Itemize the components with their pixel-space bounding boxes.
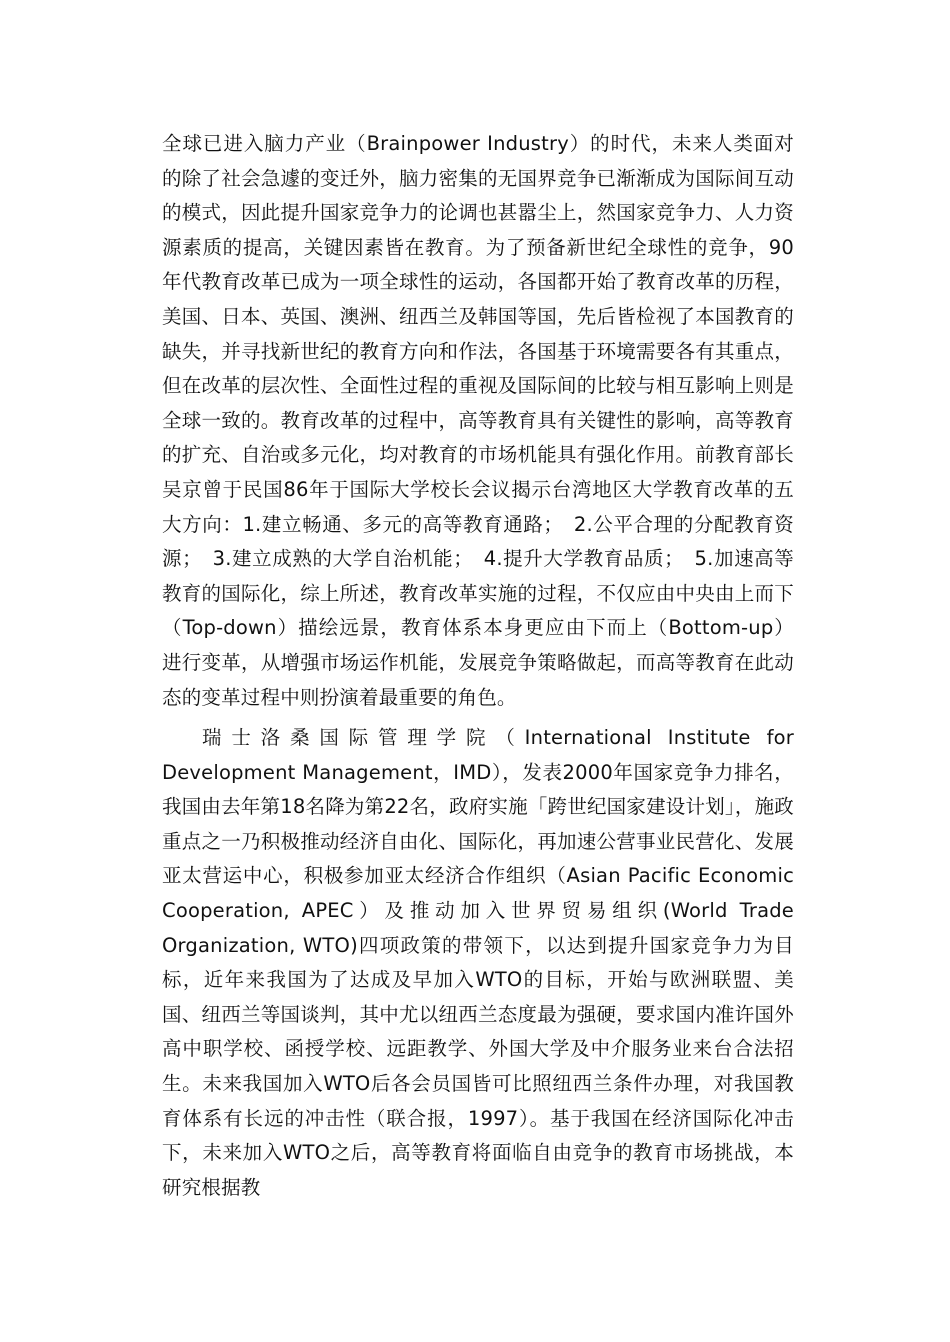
document-body xyxy=(162,127,794,1205)
paragraph-2: 瑞士洛桑国际管理学院（International Institute for Development Management，IMD），发表2000年国家竞争力排名，我国由去年第18名降为第22名，政府实施「跨世纪国家建设计划」，施政重点之一乃积极推动经济自由化、国际化，再加速公营事业民营化、发展亚太营运中心，积极参加亚太经济合作组织（Asian Pacific Economic Cooperation, APEC）及推动加入世界贸易组织(World Trade Organization, WTO)四项政策的带领下，以达到提升国家竞争力为目标，近年来我国为了达成及早加入WTO的目标，开始与欧洲联盟、美国、纽西兰等国谈判，其中尤以纽西兰态度最为强硬，要求国内准许国外高中职学校、函授学校、远距教学、外国大学及中介服务业来台合法招生。未来我国加入WTO后各会员国皆可比照纽西兰条件办理，对我国教育体系有长远的冲击性（联合报，1997）。基于我国在经济国际化冲击下，未来加入WTO之后，高等教育将面临自由竞争的教育市场挑战，本研究根据教 xyxy=(162,726,794,1199)
paragraph-1: 全球已进入脑力产业（Brainpower Industry）的时代，未来人类面对的除了社会急遽的变迁外，脑力密集的无国界竞争已渐渐成为国际间互动的模式，因此提升国家竞争力的论调也甚嚣尘上，然国家竞争力、人力资源素质的提高，关键因素皆在教育。为了预备新世纪全球性的竞争，90年代教育改革已成为一项全球性的运动，各国都开始了教育改革的历程，美国、日本、英国、澳洲、纽西兰及韩国等国，先后皆检视了本国教育的缺失，并寻找新世纪的教育方向和作法，各国基于环境需要各有其重点，但在改革的层次性、全面性过程的重视及国际间的比较与相互影响上则是全球一致的。教育改革的过程中，高等教育具有关键性的影响，高等教育的扩充、自治或多元化，均对教育的市场机能具有强化作用。前教育部长吴京曾于民国86年于国际大学校长会议揭示台湾地区大学教育改革的五大方向：1.建立畅通、多元的高等教育通路； 2.公平合理的分配教育资源； 3.建立成熟的大学自治机能； 4.提升大学教育品质； 5.加速高等教育的国际化，综上所述，教育改革实施的过程，不仅应由中央由上而下（Top-down）描绘远景，教育体系本身更应由下而上（Bottom-up）进行变革，从增强市场运作机能，发展竞争策略做起，而高等教育在此动态的变革过程中则扮演着最重要的角色。 xyxy=(162,132,794,709)
